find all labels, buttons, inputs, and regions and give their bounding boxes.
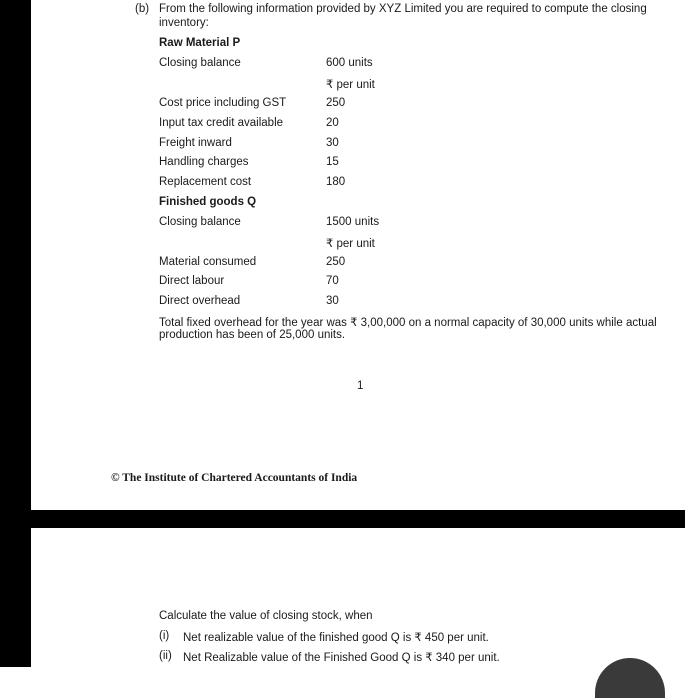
- fg-row-label: Material consumed: [159, 256, 257, 268]
- fg-row-label: Direct labour: [159, 275, 225, 287]
- left-margin-bar: [0, 0, 31, 667]
- raw-closing-label: Closing balance: [159, 57, 241, 69]
- question-title: Calculate the value of closing stock, when: [159, 610, 373, 622]
- floating-action-button[interactable]: [595, 658, 665, 698]
- raw-unit-header: ₹ per unit: [326, 79, 375, 91]
- fg-row-label: Direct overhead: [159, 295, 241, 307]
- fg-row-value: 30: [326, 295, 339, 307]
- note-line-1: Total fixed overhead for the year was ₹ 3,00,000 on a normal capacity of 30,000 units while actual: [159, 317, 657, 329]
- raw-row-label: Freight inward: [159, 137, 232, 149]
- raw-row-value: 180: [326, 176, 346, 188]
- finished-goods-heading: Finished goods Q: [159, 196, 257, 208]
- raw-row-value: 250: [326, 97, 346, 109]
- fg-row-value: 250: [326, 256, 346, 268]
- raw-row-label: Input tax credit available: [159, 117, 284, 129]
- question-item-text: Net Realizable value of the Finished Good Q is ₹ 340 per unit.: [183, 652, 500, 664]
- raw-material-heading: Raw Material P: [159, 37, 241, 49]
- raw-closing-value: 600 units: [326, 57, 373, 69]
- raw-row-label: Replacement cost: [159, 176, 252, 188]
- raw-row-value: 30: [326, 137, 339, 149]
- fg-closing-label: Closing balance: [159, 216, 241, 228]
- part-label: (b): [135, 3, 150, 15]
- intro-line-2: inventory:: [159, 17, 209, 29]
- intro-line-1: From the following information provided by XYZ Limited you are required to compute the closing: [159, 3, 647, 15]
- page-separator: [0, 510, 685, 528]
- question-item-text: Net realizable value of the finished good Q is ₹ 450 per unit.: [183, 632, 489, 644]
- fg-closing-value: 1500 units: [326, 216, 380, 228]
- fg-row-value: 70: [326, 275, 339, 287]
- raw-row-label: Handling charges: [159, 156, 249, 168]
- raw-row-label: Cost price including GST: [159, 97, 287, 109]
- note-line-2: production has been of 25,000 units.: [159, 329, 346, 341]
- footer-copyright: © The Institute of Chartered Accountants of India: [111, 472, 358, 484]
- question-item-num: (ii): [159, 650, 172, 662]
- fg-unit-header: ₹ per unit: [326, 238, 375, 250]
- page-number: 1: [357, 380, 364, 392]
- raw-row-value: 15: [326, 156, 339, 168]
- raw-row-value: 20: [326, 117, 339, 129]
- question-item-num: (i): [159, 630, 170, 642]
